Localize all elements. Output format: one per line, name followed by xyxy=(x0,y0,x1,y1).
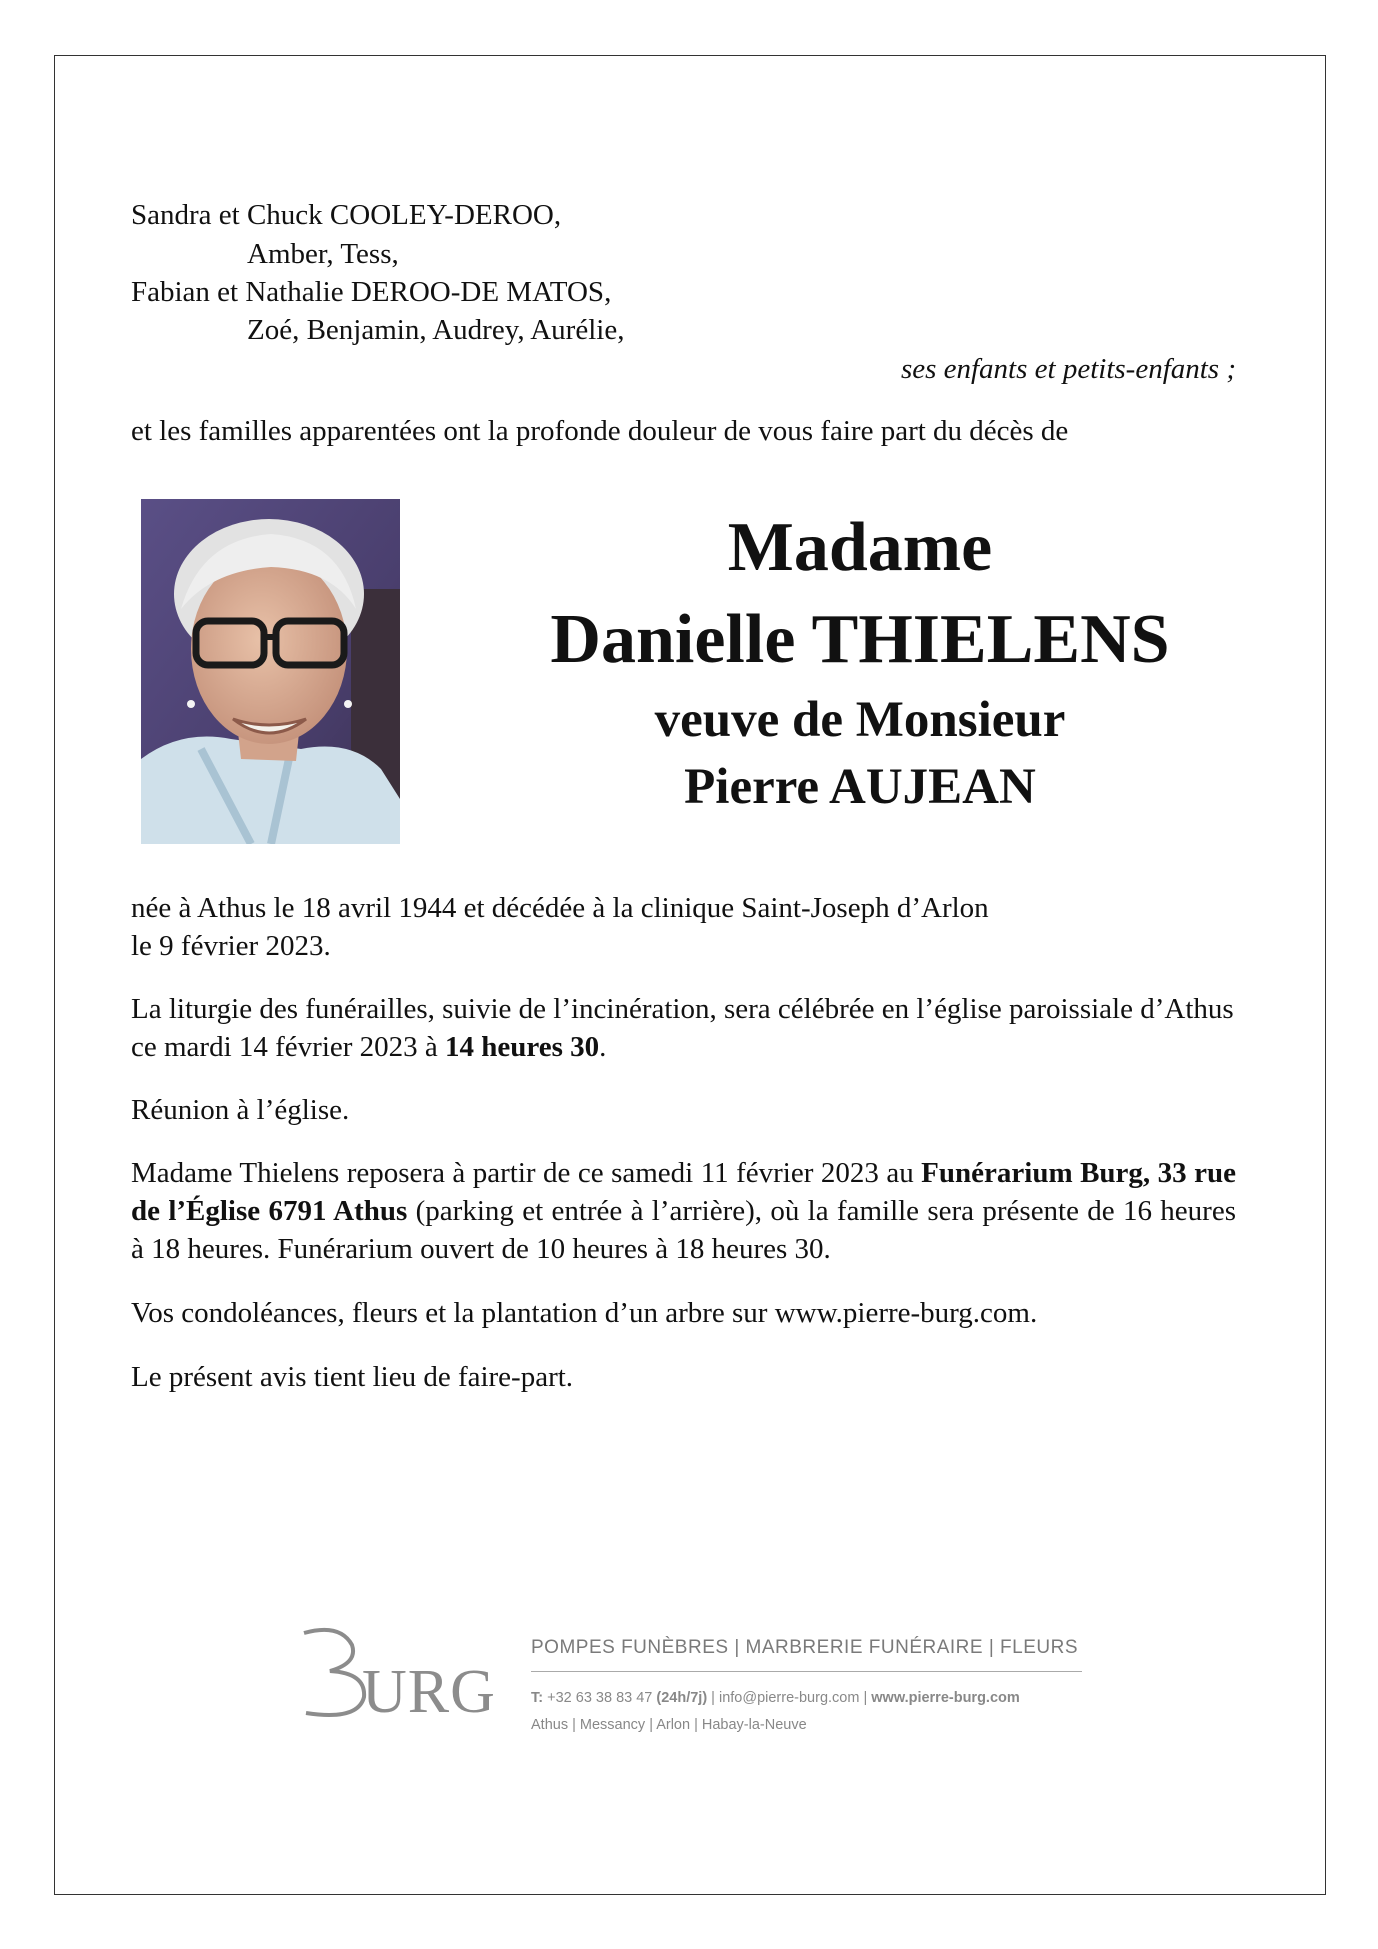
family-line-4: Zoé, Benjamin, Audrey, Aurélie, xyxy=(247,314,625,346)
family-relation: ses enfants et petits-enfants ; xyxy=(900,353,1236,385)
footer-email[interactable]: info@pierre-burg.com xyxy=(718,1690,860,1706)
footer-locations: Athus | Messancy | Arlon | Habay-la-Neuve xyxy=(531,1717,807,1733)
visitation-paragraph xyxy=(131,1154,1236,1268)
family-line-1: Sandra et Chuck COOLEY-DEROO, xyxy=(131,199,562,231)
visitation-text-2: (parking et entrée à l’arrière), où la famille sera présente de 16 heures à 18 heures. Funérarium ouvert de 10 heures à 18 heures 30. xyxy=(131,1195,1236,1265)
family-line-3: Fabian et Nathalie DEROO-DE MATOS, xyxy=(131,276,612,308)
liturgy-text: La liturgie des funérailles, suivie de l’incinération, sera célébrée en l’église paroissiale d’Athus ce mardi 14 février 2023 à xyxy=(131,993,1234,1063)
footer-divider xyxy=(531,1671,1082,1672)
birth-death-line-2: le 9 février 2023. xyxy=(131,930,331,962)
liturgy-paragraph xyxy=(131,990,1236,1066)
notice-line: Le présent avis tient lieu de faire-part. xyxy=(131,1361,574,1393)
birth-death-line-1: née à Athus le 18 avril 1944 et décédée à la clinique Saint-Joseph d’Arlon xyxy=(131,892,989,924)
spouse-name: Pierre AUJEAN xyxy=(684,759,1036,815)
deceased-title: Madame xyxy=(727,509,993,586)
phone-number: +32 63 38 83 47 xyxy=(547,1690,653,1706)
announcement-line: et les familles apparentées ont la profonde douleur de vous faire part du décès de xyxy=(131,415,1069,447)
burg-logo xyxy=(300,1625,496,1730)
portrait-photo xyxy=(141,499,400,844)
widow-line: veuve de Monsieur xyxy=(654,692,1066,748)
burg-logo-wordmark: URG xyxy=(362,1658,496,1726)
footer-contact: T: +32 63 38 83 47 (24h/7j) | info@pierre-burg.com | www.pierre-burg.com xyxy=(531,1690,1020,1706)
family-line-2: Amber, Tess, xyxy=(247,238,399,270)
liturgy-end: . xyxy=(599,1031,607,1063)
footer-services: POMPES FUNÈBRES | MARBRERIE FUNÉRAIRE | FLEURS xyxy=(531,1637,1079,1658)
liturgy-time: 14 heures 30 xyxy=(445,1031,600,1063)
visitation-text-1: Madame Thielens reposera à partir de ce samedi 11 février 2023 au xyxy=(131,1157,922,1189)
page-frame xyxy=(54,55,1326,1895)
deceased-name: Danielle THIELENS xyxy=(550,601,1170,678)
phone-hours: (24h/7j) xyxy=(656,1690,708,1706)
funeral-home-address: Funérarium Burg, 33 rue de l’Église 6791 Athus xyxy=(131,1157,1236,1227)
phone-label: T: xyxy=(531,1690,544,1706)
reunion-line: Réunion à l’église. xyxy=(131,1094,350,1126)
condolences-line: Vos condoléances, fleurs et la plantation d’un arbre sur www.pierre-burg.com. xyxy=(131,1297,1038,1329)
footer-website[interactable]: www.pierre-burg.com xyxy=(871,1690,1020,1706)
